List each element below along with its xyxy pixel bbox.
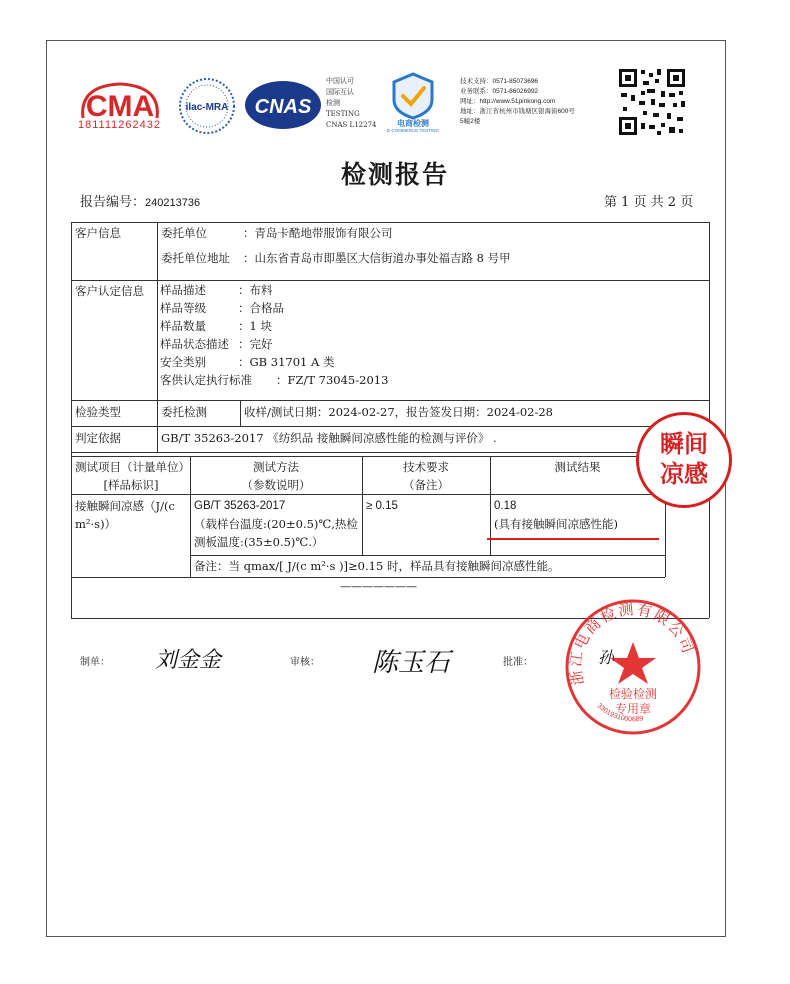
page-indicator: 第 1 页 共 2 页: [604, 195, 694, 210]
basis-label: 判定依据: [75, 431, 121, 445]
row-method: GB/T 35263-2017 （载样台温度:(20±0.5)℃,热检 测板温度:(35±0.5)℃.）: [194, 500, 358, 549]
safety-class-label: 安全类别: [160, 355, 206, 369]
client-unit-label: 委托单位: [161, 226, 207, 240]
test-type-value: 委托检测: [161, 405, 207, 419]
prepared-signature: 刘金金: [155, 648, 222, 673]
standard-label: 客供认定执行标准: [160, 373, 252, 387]
report-number: 报告编号：240213736: [80, 195, 201, 210]
svg-text:ilac-MRA: ilac-MRA: [185, 102, 229, 113]
safety-class-value: ：GB 31701 A 类: [238, 355, 335, 369]
sample-state-value: ：完好: [238, 337, 273, 351]
report-title: 检测报告: [340, 160, 449, 189]
svg-text:E-COMMERCE TESTING: E-COMMERCE TESTING: [387, 128, 439, 132]
basis-value: GB/T 35263-2017 《纺织品 接触瞬间凉感性能的检测与评价》 .: [161, 431, 497, 445]
reviewed-signature: 陈玉石: [372, 648, 451, 678]
row-item: 接触瞬间凉感（J/(c m²·s)）: [75, 499, 175, 531]
col-header-item: 测试项目（计量单位） [样品标识]: [75, 460, 190, 492]
svg-text:3301931000689: 3301931000689: [595, 702, 644, 724]
svg-text:专用章: 专用章: [614, 702, 652, 716]
approved-label: 批准：: [503, 657, 533, 668]
row-requirement: ≥ 0.15: [366, 500, 398, 512]
svg-text:检验检测: 检验检测: [608, 687, 658, 701]
cma-number: 181111262432: [78, 119, 161, 131]
contact-info: 技术支持：0571-85073696 业务联系：0571-86026992 网址：http://www.51pinkong.com 地址：浙江省杭州市钱塘区银海街600号 5幢2楼: [460, 78, 575, 125]
svg-text:CNAS: CNAS: [254, 96, 312, 118]
sample-desc-label: 样品描述: [160, 283, 206, 297]
row-result: 0.18 (具有接触瞬间凉感性能): [494, 500, 618, 531]
callout-line: [487, 538, 659, 540]
sample-qty-label: 样品数量: [160, 319, 206, 333]
client-address-label: 委托单位地址: [161, 251, 230, 265]
prepared-label: 制单：: [80, 657, 110, 668]
svg-text:浙江电商检测有限公司: 浙江电商检测有限公司: [566, 600, 698, 687]
sample-grade-label: 样品等级: [160, 301, 206, 315]
sample-state-label: 样品状态描述: [160, 337, 229, 351]
col-header-method: 测试方法 （参数说明）: [241, 460, 311, 492]
sample-desc-value: ：布料: [238, 283, 273, 297]
svg-text:CMA: CMA: [85, 90, 155, 123]
cnas-logo: [244, 80, 322, 130]
confirm-section-label: 客户认定信息: [75, 284, 144, 298]
ecommerce-testing-logo: [382, 70, 444, 132]
cnas-accreditation-text: 中国认可 国际互认 检测 TESTING CNAS L12274: [326, 77, 377, 129]
test-dates: 收样/测试日期：2024-02-27，报告签发日期：2024-02-28: [244, 405, 553, 419]
client-unit-value: ：青岛卡酷地带服饰有限公司: [243, 226, 393, 240]
sample-grade-value: ：合格品: [238, 301, 284, 315]
test-type-label: 检验类型: [75, 405, 121, 419]
reviewed-label: 审核：: [290, 657, 320, 668]
col-header-result: 测试结果: [554, 460, 601, 474]
sample-qty-value: ：1 块: [238, 319, 272, 333]
table-note: 备注：当 qmax/[ J/(c m²·s )]≥0.15 时，样品具有接触瞬间凉感性能。: [194, 559, 560, 573]
end-mark: ———————: [340, 580, 417, 593]
qr-code[interactable]: [617, 67, 687, 137]
cooling-badge: 瞬间 凉感: [636, 412, 732, 508]
svg-text:电商检测: 电商检测: [397, 119, 429, 128]
ilac-mra-logo: [175, 76, 240, 136]
col-header-requirement: 技术要求 （备注）: [403, 460, 449, 492]
client-address-value: ：山东省青岛市即墨区大信街道办事处福吉路 8 号甲: [243, 251, 511, 265]
official-stamp: [562, 596, 704, 738]
standard-value: ：FZ/T 73045-2013: [276, 373, 389, 387]
client-section-label: 客户信息: [75, 226, 121, 240]
approved-signature: 孙: [598, 648, 615, 667]
